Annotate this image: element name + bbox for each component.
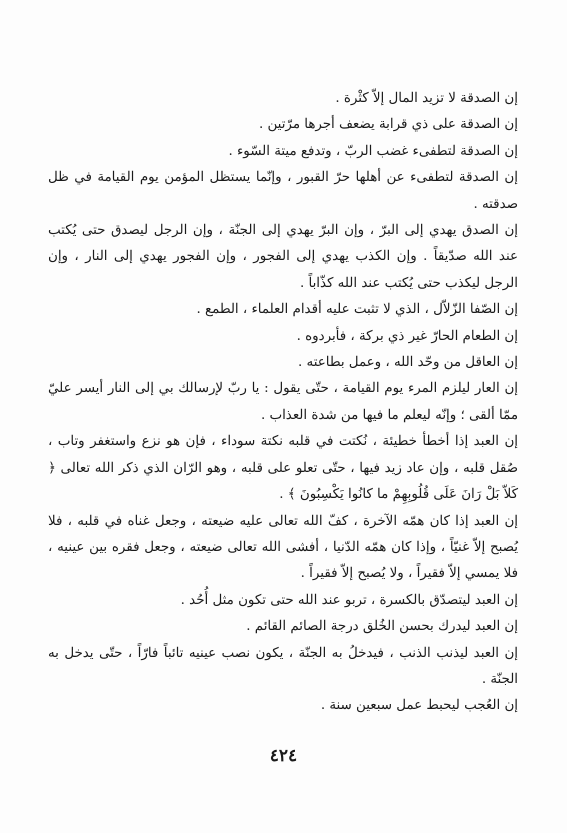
paragraph-4: إن الصدقة لتطفىء عن أهلها حرّ القبور ، وإنّما يستظل المؤمن يوم القيامة في ظل صدقته . bbox=[48, 170, 518, 212]
page-number: ٤٢٤ bbox=[269, 746, 298, 766]
paragraph-1: إن الصدقة لا تزيد المال إلاّ كثْرة . bbox=[335, 91, 518, 106]
paragraph-7: إن الطعام الحارّ غير ذي بركة ، فأبردوه . bbox=[296, 328, 518, 344]
paragraph-2: إن الصدقة على ذي قرابة يضعف أجرها مرّتين . bbox=[258, 117, 518, 133]
paragraph-12: إن العبد ليتصدّق بالكسرة ، تربو عند الله حتى تكون مثل أُحُد . bbox=[180, 592, 518, 608]
paragraph-15: إن العُجب ليحبط عمل سبعين سنة . bbox=[320, 698, 518, 714]
paragraph-6: إن الصّفا الزّلاّل ، الذي لا تثبت عليه أقدام العلماء ، الطمع . bbox=[196, 302, 518, 318]
paragraph-13: إن العبد ليدرك بحسن الخُلق درجة الصائم القائم . bbox=[246, 619, 518, 635]
paragraph-9: إن العار ليلزم المرء يوم القيامة ، حتّى يقول : يا ربّ لإرسالك بي إلى النار أيسر عليّ ممّا ألقى ؛ وإنّه ليعلم ما فيها من شدة العذاب . bbox=[48, 381, 518, 423]
paragraph-8: إن العاقل من وحّد الله ، وعمل بطاعته . bbox=[298, 355, 518, 371]
page-body-text bbox=[48, 86, 518, 720]
paragraph-10: إن العبد إذا أخطأ خطيئة ، نُكتت في قلبه نكتة سوداء ، فإن هو نزع واستغفر وتاب ، صُقل قلبه ، وإن عاد زيد فيها ، حتّى تعلو على قلبه ، وهو الرّان الذي ذكر الله تعالى ﴿ كَلاّ بَلْ رَانَ عَلَى قُلُوبِهِمْ ما كانُوا يَكْسِبُونَ ﴾ . bbox=[48, 434, 518, 503]
paragraph-11: إن العبد إذا كان همّه الآخرة ، كفّ الله تعالى عليه ضيعته ، وجعل غناه في قلبه ، فلا يُصبح إلاّ غنيّاً ، وإذا كان همّه الدّنيا ، أفشى الله تعالى ضيعته ، وجعل فقره بين عينيه ، فلا يمسي إلاّ فقيراً ، ولا يُصبح إلاّ فقيراً . bbox=[48, 513, 518, 582]
paragraph-5: إن الصدق يهدي إلى البرّ ، وإن البرّ يهدي إلى الجنّة ، وإن الرجل ليصدق حتى يُكتب عند الله صدّيقاً . وإن الكذب يهدي إلى الفجور ، وإن الفجور يهدي إلى النار ، وإن الرجل ليكذب حتى يُكتب عند الله كذّاباً . bbox=[48, 223, 518, 291]
paragraph-14: إن العبد ليذنب الذنب ، فيدخلُ به الجنّة ، يكون نصب عينيه تائباً فارّاً ، حتّى يدخل به الجنّة . bbox=[48, 645, 518, 687]
paragraph-3: إن الصدقة لتطفىء غضب الربّ ، وتدفع ميتة السّوء . bbox=[228, 143, 518, 159]
